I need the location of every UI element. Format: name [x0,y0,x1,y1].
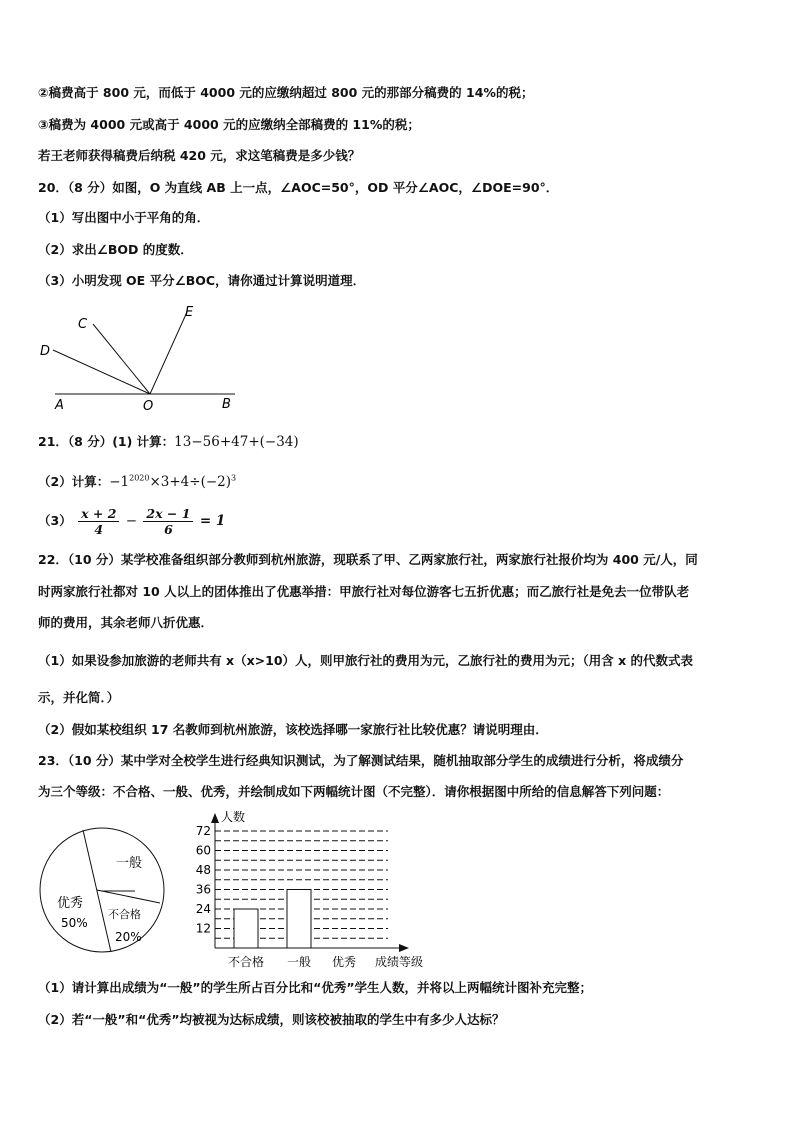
equals-one: = 1 [199,513,226,529]
q20-part2: （2）求出∠BOD 的度数． [38,242,193,257]
q23-line-2: 为三个等级：不合格、一般、优秀，并绘制成如下两幅统计图（不完整）．请你根据图中所给的信息解答下列问题： [38,784,670,799]
q22-line-2: 时两家旅行社都对 10 人以上的团体推出了优惠举措：甲旅行社对每位游客七五折优惠；而乙旅行社是免去一位带队老 [38,584,690,599]
pie-pct-buhege: 20% [115,930,142,944]
y-tick-label: 36 [195,882,211,897]
q21-prefix: 21．（8 分）(1) 计算： [38,434,175,449]
point-label-d: D [40,344,51,359]
point-label-c: C [78,317,88,332]
q22-part1-line-2: 示，并化简．） [38,690,120,705]
q21-2-exponent: 2020 [129,473,150,483]
pie-label-yiban: 一般 [116,856,143,871]
fraction-1-numerator: x + 2 [78,506,119,522]
q21-part3 [38,506,225,537]
q20-title: 20．（8 分）如图，O 为直线 AB 上一点，∠AOC=50°，OD 平分∠AOC，∠DOE=90°． [38,180,559,195]
pie-label-youxiu: 优秀 [57,896,84,911]
angle-figure [30,300,250,415]
y-tick-label: 48 [195,863,211,877]
fraction-1 [78,506,119,537]
y-tick-label: 24 [195,902,211,916]
pie-chart [35,815,170,965]
q22-line-3: 师的费用，其余老师八折优惠． [38,615,214,630]
q21-part1 [38,432,299,450]
q21-expression-1: 13−56+47+(−34) [174,434,299,450]
text-line-2: ②稿费高于 800 元，而低于 4000 元的应缴纳超过 800 元的那部分稿费的 14%的税； [38,85,534,100]
y-tick-label: 72 [195,824,211,838]
q21-2-prefix: （2）计算： [38,474,110,489]
q21-part2 [38,472,236,490]
q22-part2: （2）假如某校组织 17 名教师到杭州旅游，该校选择哪一家旅行社比较优惠？请说明理由． [38,722,548,737]
y-axis-label: 人数 [221,810,246,824]
x-category-label: 一般 [286,955,312,969]
q21-2-rest: ×3+4÷(−2) [149,474,232,490]
point-label-b: B [222,397,231,412]
q21-2-exponent-2: 3 [231,473,237,483]
point-label-o: O [143,399,154,414]
q23-part2: （2）若“一般”和“优秀”均被视为达标成绩，则该校被抽取的学生中有多少人达标？ [38,1012,505,1027]
minus-sign: − [125,513,138,529]
q21-3-prefix: （3） [38,513,72,528]
y-axis-arrow-icon [211,813,219,823]
x-axis-arrow-icon [399,944,409,952]
x-category-label: 优秀 [331,955,357,969]
x-axis-label: 成绩等级 [375,955,424,969]
point-label-e: E [185,305,194,320]
q22-part1-line-1: （1）如果设参加旅游的老师共有 x（x>10）人，则甲旅行社的费用为元，乙旅行社的费用为元；（用含 x 的代数式表 [38,653,694,668]
fraction-2 [143,506,193,537]
pie-pct-youxiu: 50% [61,916,88,930]
q22-line-1: 22．（10 分）某学校准备组织部分教师到杭州旅游，现联系了甲、乙两家旅行社，两家旅行社报价均为 400 元/人，同 [38,552,698,567]
bar-chart [188,805,438,975]
text-line-3: ③稿费为 4000 元或高于 4000 元的应缴纳全部稿费的 11%的税； [38,117,420,132]
y-tick-label: 60 [195,843,211,858]
pie-label-buhege: 不合格 [108,908,141,921]
bar-1 [287,890,311,949]
bar-0 [234,909,258,948]
text-question: 若王老师获得稿费后纳税 420 元，求这笔稿费是多少钱？ [38,148,361,163]
x-category-label: 不合格 [227,955,265,969]
q23-line-1: 23．（10 分）某中学对全校学生进行经典知识测试，为了解测试结果，随机抽取部分学生的成绩进行分析，将成绩分 [38,753,684,768]
fraction-1-denominator: 4 [94,522,104,537]
q23-part1: （1）请计算出成绩为“一般”的学生所占百分比和“优秀”学生人数，并将以上两幅统计图补充完整； [38,980,593,995]
q21-2-base: −1 [109,474,130,490]
y-tick-label: 12 [195,921,211,936]
fraction-2-numerator: 2x − 1 [143,506,193,522]
q20-part3: （3）小明发现 OE 平分∠BOC，请你通过计算说明道理． [38,273,366,288]
point-label-a: A [55,398,64,413]
fraction-2-denominator: 6 [164,522,173,537]
q20-part1: （1）写出图中小于平角的角． [38,210,210,225]
